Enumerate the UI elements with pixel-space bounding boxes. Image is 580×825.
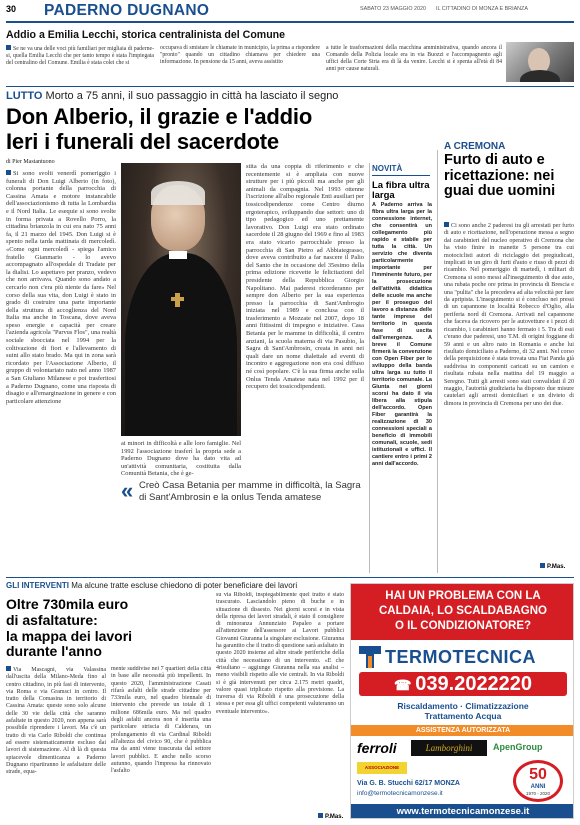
- lamborghini-logo: Lamborghini: [411, 740, 487, 756]
- right-text: Ci sono anche 2 paderesi tra gli arrestati per furto di auto e ricettazione, nell'operazione messa a segno dai carabinieri del nucleo operativo di Cremona che ha visto finire in manette 5 persone tra cui motociclisti autori di riciclaggio dei pregiudicati, implicati in un giro di furti d'auto e riuso di pezzi di ricambio. Nel pomeriggio di martedì, i militari di Cremona si sono messi all'inseguimento di due auto, una rubata poche ore prima in provincia di Brescia e una "pulita" che la precedeva ad alta velocità per fare da apripista. L'inseguimento si è concluso nei pressi di un capannone in località Robecco d'Oglio, alla periferia nord di Cremona. Arrivati nel capannone che faceva da ricovero per le autovetture e i pezzi di ricambio, i carabinieri hanno fermato i 5. Tra di essi c'erano due paderesi, uno T.M. di origini foggiane di 59 anni e un altro nato in Romania e anche lui risultato domiciliato a Paderno, di 32 anni. Nel corso della perquisizione è stata trovata una Fiat Panda già suddivisa in componenti caricati su un camion e risultata rubata nella mattina del 19 maggio a Seregno. Tutti gli arresti sono stati convalidati il 20 maggio, l'autorità giudiziaria ha disposto due misure cautelari agli arresti domiciliari e un divieto di dimora in provincia di Cremona per uno dei due.: [444, 223, 574, 407]
- termotecnica-ad[interactable]: [350, 583, 574, 819]
- sidebar-headline: La fibra ultra larga: [372, 180, 430, 201]
- sidebar-label: NOVITÀ: [372, 164, 403, 173]
- main-headline: Don Alberio, il grazie e l'addio Ieri i funerali del sacerdote: [6, 104, 313, 154]
- right-headline: Furto di auto e ricettazione: nei guai due uomini: [444, 152, 556, 199]
- top-story-col2: occupava di smistare le chiamate in municipio, la prima a rispondere "pronto" quando un cittadino chiamava per chiedere una informazione. In pensione da 15 anni, aveva assistito: [160, 45, 320, 65]
- ad-assistance: ASSISTENZA AUTORIZZATA: [351, 725, 574, 736]
- ad-phone[interactable]: ☎ 039.2022220: [359, 672, 567, 696]
- association-logo: ASSOCIAZIONE: [357, 762, 407, 774]
- apen-logo: ApenGroup: [493, 742, 543, 752]
- bottom-signature: P.Mas.: [318, 813, 343, 820]
- page-number: 30: [6, 4, 17, 14]
- signature-square-icon: [540, 563, 545, 568]
- signature-square-icon: [318, 813, 323, 818]
- bullet-square-icon: [6, 45, 11, 50]
- ferroli-logo: ferroli: [357, 740, 397, 756]
- main-byline: di Pier Mastantuono: [6, 159, 55, 165]
- ad-website[interactable]: www.termotecnicamonzese.it: [351, 804, 574, 819]
- bullet-square-icon: [6, 666, 11, 671]
- top-story-col3: a tutte le trasformazioni della macchina amministrativa, quando ancora il Comando della Polizia locale era in via Buozzi e l'accompagnento agli uffici della Corte Stria era di là da venire. Lecchi si è spenta all'età di 84 anni per cause naturali.: [326, 45, 502, 72]
- quote-mark-icon: «: [121, 478, 134, 503]
- main-pull-quote: [121, 480, 367, 550]
- masthead: IL CITTADINO DI MONZA E BRIANZA: [436, 6, 528, 12]
- bottom-col3: su via Riboldi, inspiegabilmente quel tratto è stato trascurato. Lasciandolo pieno di buche e in situazione di dissesto. Nei giorni scorsi e in vista della ripresa dei lavori stradali, è stato il consigliere di minoranza Annunziato Papaleo a portare all'attenzione dell'assessore ai Lavori pubblici Giovanni Giuranna la singolare esclusione. Giuranna ha garantito che il tratto di questione sarà asfaltato in questo 2020 insieme ad altre strade periferiche della città che necessitano di un intervento. «E che 4risultano – aggiunge Giuranna nella sua analisi – meno visibili rispetto alle vie centrali. In via Riboldi si è già intervenuti per circa 2.175 metri quadri, valore quasi triplicato rispetto alla previsione. La traversa di via Riboldi è una prosecuzione della stessa e per essa gli uffici competenti valuteranno un eventuale intervento».: [216, 592, 344, 715]
- ad-address: Via G. B. Stucchi 62/17 MONZA: [357, 780, 460, 787]
- header-rule: [6, 21, 574, 23]
- ad-services: Riscaldamento · Climatizzazione Trattamento Acqua: [397, 701, 529, 721]
- main-kicker: LUTTO Morto a 75 anni, il suo passaggio in città ha lasciato il segno: [6, 90, 339, 102]
- right-divider: [437, 150, 438, 573]
- bottom-kicker: GLI INTERVENTI Ma alcune tratte escluse chiedono di poter beneficiare dei lavori: [6, 581, 298, 590]
- top-story-headline: Addio a Emilia Lecchi, storica centralinista del Comune: [6, 29, 286, 41]
- bottom-headline: Oltre 730mila euro di asfaltature: la mappa dei lavori durante l'anno: [6, 596, 133, 660]
- quote-text: Creò Casa Betania per mamme in difficoltà, la Sagra di Sant'Ambrosin e la onlus Tenda amatese: [139, 480, 361, 503]
- ad-brand: TERMOTECNICA: [385, 647, 536, 667]
- right-signature: P.Mas.: [540, 563, 565, 570]
- main-col2-bottom: ai minori in difficoltà e alle loro famiglie. Nel 1992 l'associazione trasferì la propria sede a Paderno Dugnano dove ha dato vita ad un'attività comunitaria, costituita dalla Comunità Betania, che è ge-: [121, 440, 241, 478]
- ad-top-banner: HAI UN PROBLEMA CON LA CALDAIA, LO SCALDABAGNO O IL CONDIZIONATORE?: [351, 584, 574, 640]
- top-rule: [6, 86, 574, 87]
- bottom-col1: Via Mascagni, via Valassina dall'uscita della Milano-Meda fino al centro cittadino, in più fasi di intervento, via Roma e via Gramsci in centro. Il tratto della Comasina in territorio di Cassina Amata: queste sono solo alcune delle 30 vie della città che saranno asfaltate in questo 2020, non appena sarà possibile riprendere i lavori. Ma c'è un tratto di via Carlo Riboldi che continua ad essere sistematicamente escluso dai lavori di sistemazione. Al di là di questa spiacevole dimenticanza a Paderno Dugnano ripartiranno le asfaltature delle strade, equa-: [6, 667, 106, 776]
- right-kicker: A CREMONA: [444, 141, 506, 152]
- sidebar-divider: [369, 163, 370, 573]
- main-col1: Si sono svolti venerdì pomeriggio i funerali di Don Luigi Alberio (in foto), colonna portante della parrocchia di Cassina Amata e motore instancabile dell'associazionismo di tutta la Lombardia e il Nord Italia. Le esequie si sono svolte in forma privata a Rovello Porro, la cittadina brianzola in cui era nato 75 anni fa, il 21 marzo del 1945. Don Luigi si è spento nella tarda mattinata di mercoledì. «Come ogni mercoledì - spiega l'amico fratello Gianmario - lo avevo accompagnato all'ospedale di Tradate per la dialisi. Lo aspettavo per pranzo, vedevo che non arrivava. Quando sono andato a cercarlo non c'era più niente da fare» Nel corso della sua vita, don Luigi è stato in grado di costruire una parte importante della struttura di accoglienza del Nord Italia ma anche in Toscana, dove aveva speso energie e capacità per creare l'azienda agricola "Parvus Flos", una realtà sociale sbocciata nel 1994 per la coltivazione di fiori e l'allevamento di suini allo stato brado. Ma qui in zona sarà ricordato per l'Associazione Alberio, il gruppo di volontariato nato nel anno 1987 a San Giuliano Milanese e poi trasferitosi a Paderno Dugnano, come una risposta di disagio e all'emarginazione in genere e con particolare attenzione: [6, 170, 116, 405]
- bottom-col2: mente suddivise nei 7 quartieri della città in base alle necessità più impellenti. In questo 2020, l'amministrazione Casati rifarà asfalti delle strade cittadine per 733mila euro, nel quadro biennale di intervento che prevede un totale di 1 milione 686mila euro. Ma nel quadro degli asfalti ancora non è inserita una particolare striscia di Calderara, un prolungamento di via Cardinal Riboldi all'altezza del civico 90, che è pubblica ma da anni viene trascurata dal settore lavori pubblici. E anche nello scorso autunno, quando l'impresa ha rinnovato l'asfalto: [111, 666, 211, 775]
- phone-icon: ☎: [393, 677, 416, 693]
- ad-email[interactable]: info@termotecnicamonzese.it: [357, 790, 443, 797]
- bullet-square-icon: [6, 170, 11, 175]
- bottom-rule: [6, 577, 574, 578]
- page-date: SABATO 23 MAGGIO 2020: [360, 6, 427, 12]
- top-story-col1: Se ne va una delle voci più familiari per migliaia di padernesi, quella Emilia Lecchi che per tanto tempo è stata l'impiegata del centralino del Comune. Emilia è stata colei che si: [6, 46, 154, 66]
- bullet-square-icon: [444, 222, 449, 227]
- termotecnica-logo-icon: [359, 646, 381, 668]
- main-col3: stita da una coppia di riferimento e che recentemente si è ampliata con nuove strutture per i più piccoli ma anche per gli animali da compagnia. Nel 1993 ottenne l'iscrizione all'albo regionale Enti ausiliari per tossicodipendenze come Centro diurno ergoterapico, sviluppando due settori: uno di tipo pedagogico ed uno prettamente lavorativo. Don Luigi era stato ordinato sacerdote il 28 giugno del 1969 e fino al 1983 era stato vicario parrocchiale presso la parrocchia di San Pietro ad Abbiategrasso, dove aveva contribuito a far nascere il Palio del Santo che in occasione del 35esimo della prima edizione ricevette le felicitazioni del presidente della Repubblica Giorgio Napolitano. Mai paderesi ricorderanno per sempre don Alberio per la sua esperienza presso la parrocchia di Sant'Ambrogio iniziata nel 1989 e conclusa con il trasferimento a Mozzate nel 2007, dopo 18 anni fittissimi di impegno e iniziative. Casa Betania per le mamme in difficoltà, il centro anziani, la scuola materna di via Pasubio, la Sagra di Sant'Ambrosin, creata in anni nei quali dare un nome dialettale ad eventi di incontro e aggregazione non era così diffuso né così popolare. C'è la sua firma anche sulla Onlus Tenda Amatese nata nel 1992 per il recupero dei tossicodipendenti.: [246, 163, 364, 391]
- sidebar-rule: [372, 175, 430, 176]
- sidebar-text: A Paderno arriva la fibra ultra larga per la connessione internet, che consentirà un collegamento più rapido e stabile per tutta la città. Un servizio che diventa particolarmente importante per l'imminente futuro, per la prosecuzione dell'attività didattica delle scuole ma anche per il proseguo del lavoro a distanza delle tante imprese del territorio in questa fase di uscita dall'emergenza. A breve il Comune firmerà la convenzione con Open Fiber per lo sviluppo della banda ultra larga su tutto il territorio comunale. La Giunta nei giorni scorsi ha dato il via libera alla stipula dell'accordo. Open Fiber garantirà la realizzazione di 30 connessioni speciali a beneficio di immobili comunali, scuole, sedi istituzionali e uffici. Il cantiere entro i primi 2 anni dall'accordo.: [372, 202, 432, 467]
- top-story-photo: [506, 42, 574, 82]
- anniversary-badge: 50 ANNI 1970 - 2020: [513, 760, 563, 802]
- section-title: PADERNO DUGNANO: [44, 2, 210, 19]
- main-photo-don-alberio: [121, 163, 241, 436]
